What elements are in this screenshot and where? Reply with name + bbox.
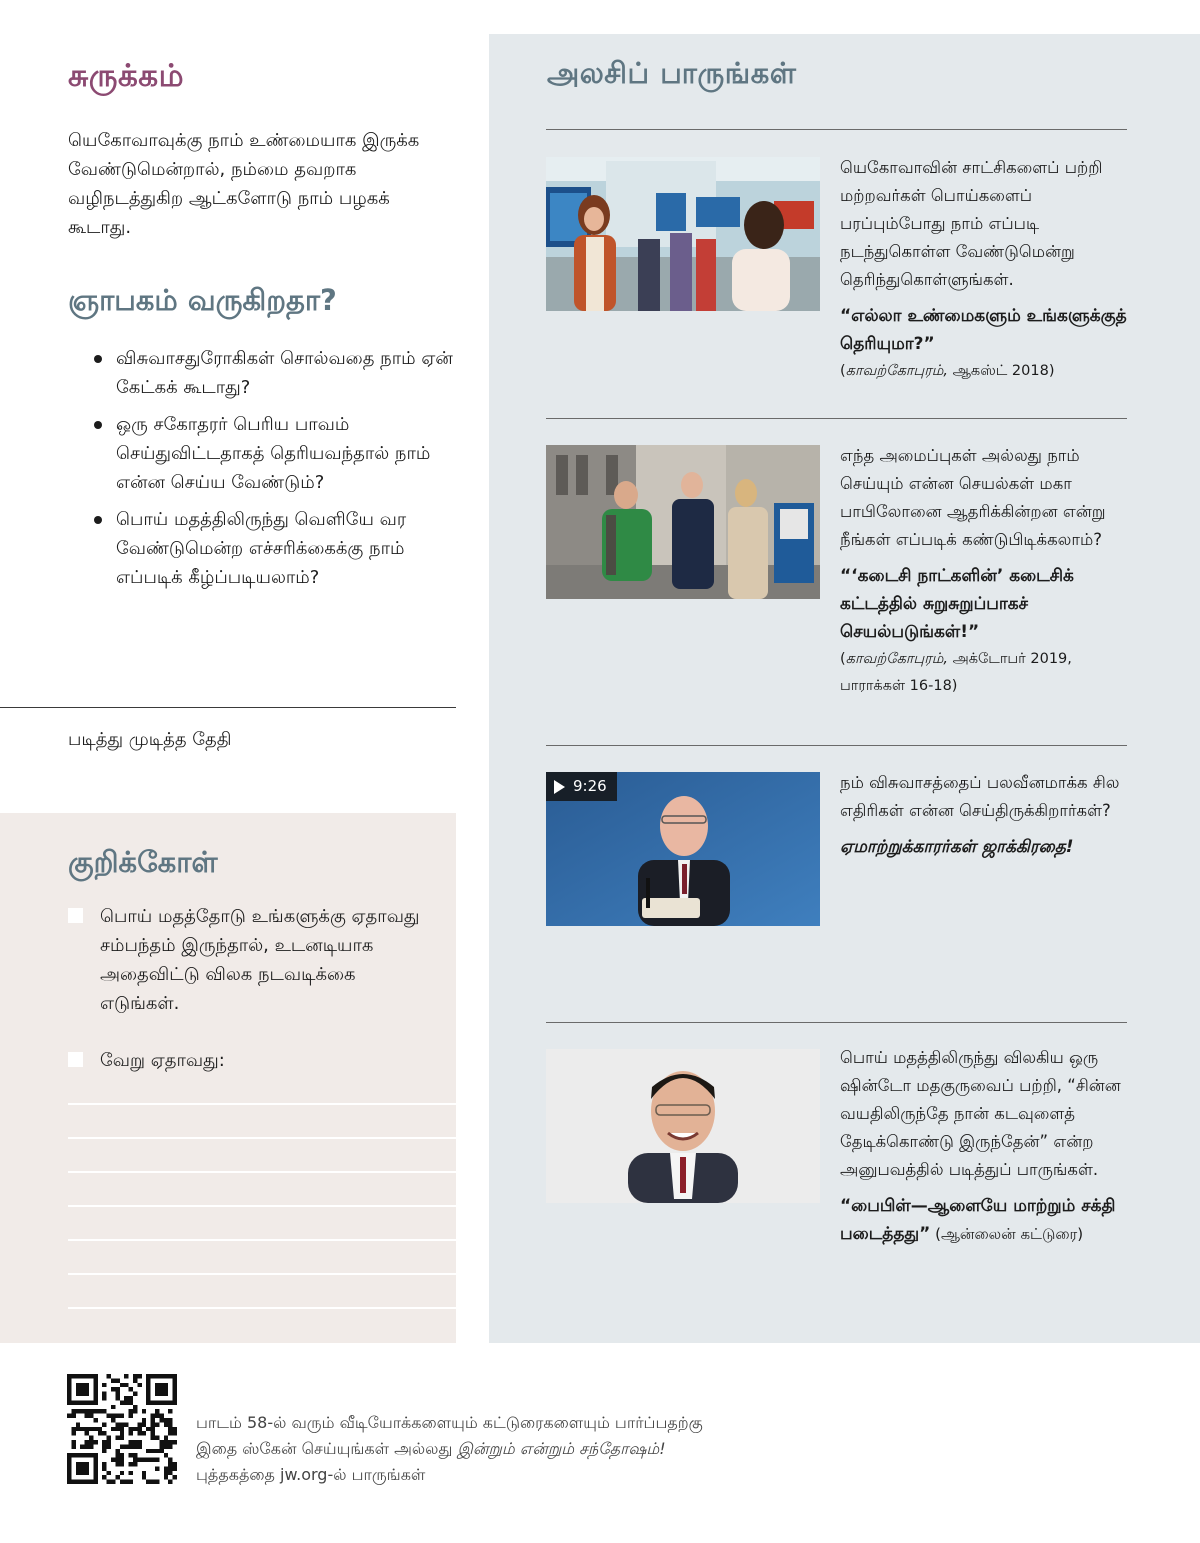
video-entry: [840, 769, 1130, 861]
photo-image: [546, 445, 820, 599]
writing-line[interactable]: [68, 1205, 456, 1207]
article-thumbnail-cart-witnessing[interactable]: [546, 445, 820, 599]
play-icon: [554, 780, 565, 794]
qr-code-icon[interactable]: [67, 1374, 177, 1484]
article-description: யெகோவாவின் சாட்சிகளைப் பற்றி மற்றவர்கள் பொய்களைப் பரப்பும்போது நாம் எப்படி நடந்துகொள்ள வேண்டுமென்று தெரிந்துகொள்ளுங்கள்.: [840, 158, 1103, 289]
article-entry: [840, 1044, 1130, 1248]
article-link-title[interactable]: “எல்லா உண்மைகளும் உங்களுக்குத் தெரியுமா?”: [840, 306, 1127, 354]
explore-panel: [489, 34, 1200, 1343]
video-description: நம் விசுவாசத்தைப் பலவீனமாக்க சில எதிரிகள் என்ன செய்திருக்கிறார்கள்?: [840, 773, 1120, 820]
goal-item-other[interactable]: [68, 1046, 438, 1075]
writing-line[interactable]: [68, 1137, 456, 1139]
goal-item[interactable]: [68, 902, 438, 1018]
video-duration: 9:26: [573, 777, 607, 795]
divider: [546, 129, 1127, 130]
recall-question: விசுவாசதுரோகிகள் சொல்வதை நாம் ஏன் கேட்கக் கூடாது?: [92, 344, 462, 402]
goal-heading: குறிக்கோள்: [68, 845, 218, 879]
video-duration-badge: [546, 772, 617, 801]
article-link[interactable]: [840, 1192, 1130, 1248]
article-entry: [840, 154, 1130, 385]
recall-question-list: [92, 344, 462, 600]
divider: [546, 745, 1127, 746]
article-link-title[interactable]: “‘கடைசி நாட்களின்’ கடைசிக் கட்டத்தில் சுறுசுறுப்பாகச் செயல்படுங்கள்!”: [840, 566, 1074, 642]
completion-date-label: படித்து முடித்த தேதி: [68, 729, 232, 750]
article-description: பொய் மதத்திலிருந்து விலகிய ஒரு ஷின்டோ மதகுருவைப் பற்றி, “சின்ன வயதிலிருந்தே நான் கடவுளைத் தேடிக்கொண்டு இருந்தேன்” என்ற அனுபவத்தில் படித்துப் பாருங்கள்.: [840, 1048, 1121, 1179]
goal-item-text: வேறு ஏதாவது:: [100, 1050, 225, 1071]
goal-panel: [0, 813, 456, 1343]
recall-question: பொய் மதத்திலிருந்து வெளியே வர வேண்டுமென்ற எச்சரிக்கைக்கு நாம் எப்படிக் கீழ்ப்படியலாம்?: [92, 505, 462, 592]
video-thumbnail[interactable]: [546, 772, 820, 926]
divider: [0, 707, 456, 708]
article-source: (காவற்கோபுரம், ஆகஸ்ட் 2018): [840, 363, 1055, 379]
article-entry: [840, 442, 1130, 700]
article-source: (காவற்கோபுரம், அக்டோபர் 2019, பாராக்கள் 16-18): [840, 651, 1072, 694]
recall-heading: ஞாபகம் வருகிறதா?: [68, 283, 337, 317]
explore-heading: அலசிப் பாருங்கள்: [547, 56, 797, 90]
goal-checkbox[interactable]: [68, 1052, 83, 1067]
article-source: (ஆன்லைன் கட்டுரை): [930, 1225, 1084, 1243]
goal-checkbox[interactable]: [68, 908, 83, 923]
illustration-image: [546, 157, 820, 311]
portrait-photo: [546, 1049, 820, 1203]
video-link-title[interactable]: ஏமாற்றுக்காரர்கள் ஜாக்கிரதை!: [840, 837, 1074, 857]
writing-line[interactable]: [68, 1239, 456, 1241]
summary-text: யெகோவாவுக்கு நாம் உண்மையாக இருக்க வேண்டுமென்றால், நம்மை தவறாக வழிநடத்துகிற ஆட்களோடு நாம் பழகக் கூடாது.: [68, 130, 420, 238]
article-thumbnail-news-screens[interactable]: [546, 157, 820, 311]
goal-item-text: பொய் மதத்தோடு உங்களுக்கு ஏதாவது சம்பந்தம் இருந்தால், உடனடியாக அதைவிட்டு விலக நடவடிக்கை எடுங்கள்.: [100, 906, 420, 1014]
divider: [546, 1022, 1127, 1023]
summary-heading: சுருக்கம்: [68, 58, 185, 94]
recall-question: ஒரு சகோதரர் பெரிய பாவம் செய்துவிட்டதாகத் தெரியவந்தால் நாம் என்ன செய்ய வேண்டும்?: [92, 410, 462, 497]
divider: [546, 418, 1127, 419]
article-description: எந்த அமைப்புகள் அல்லது நாம் செய்யும் என்ன செயல்கள் மகா பாபிலோனை ஆதரிக்கின்றன என்று நீங்கள் எப்படிக் கண்டுபிடிக்கலாம்?: [840, 446, 1106, 549]
writing-line[interactable]: [68, 1171, 456, 1173]
writing-line[interactable]: [68, 1307, 456, 1309]
footer-instructions: பாடம் 58-ல் வரும் வீடியோக்களையும் கட்டுரைகளையும் பார்ப்பதற்கு இதை ஸ்கேன் செய்யுங்கள் அல்லது இன்றும் என்றும் சந்தோஷம்! புத்தகத்தை jw.org-ல் பாருங்கள்: [196, 1413, 703, 1484]
article-link-title: “பைபிள்—ஆளையே மாற்றும் சக்தி படைத்தது”: [840, 1196, 1116, 1244]
writing-line[interactable]: [68, 1273, 456, 1275]
writing-line[interactable]: [68, 1103, 456, 1105]
article-thumbnail-portrait[interactable]: [546, 1049, 820, 1203]
